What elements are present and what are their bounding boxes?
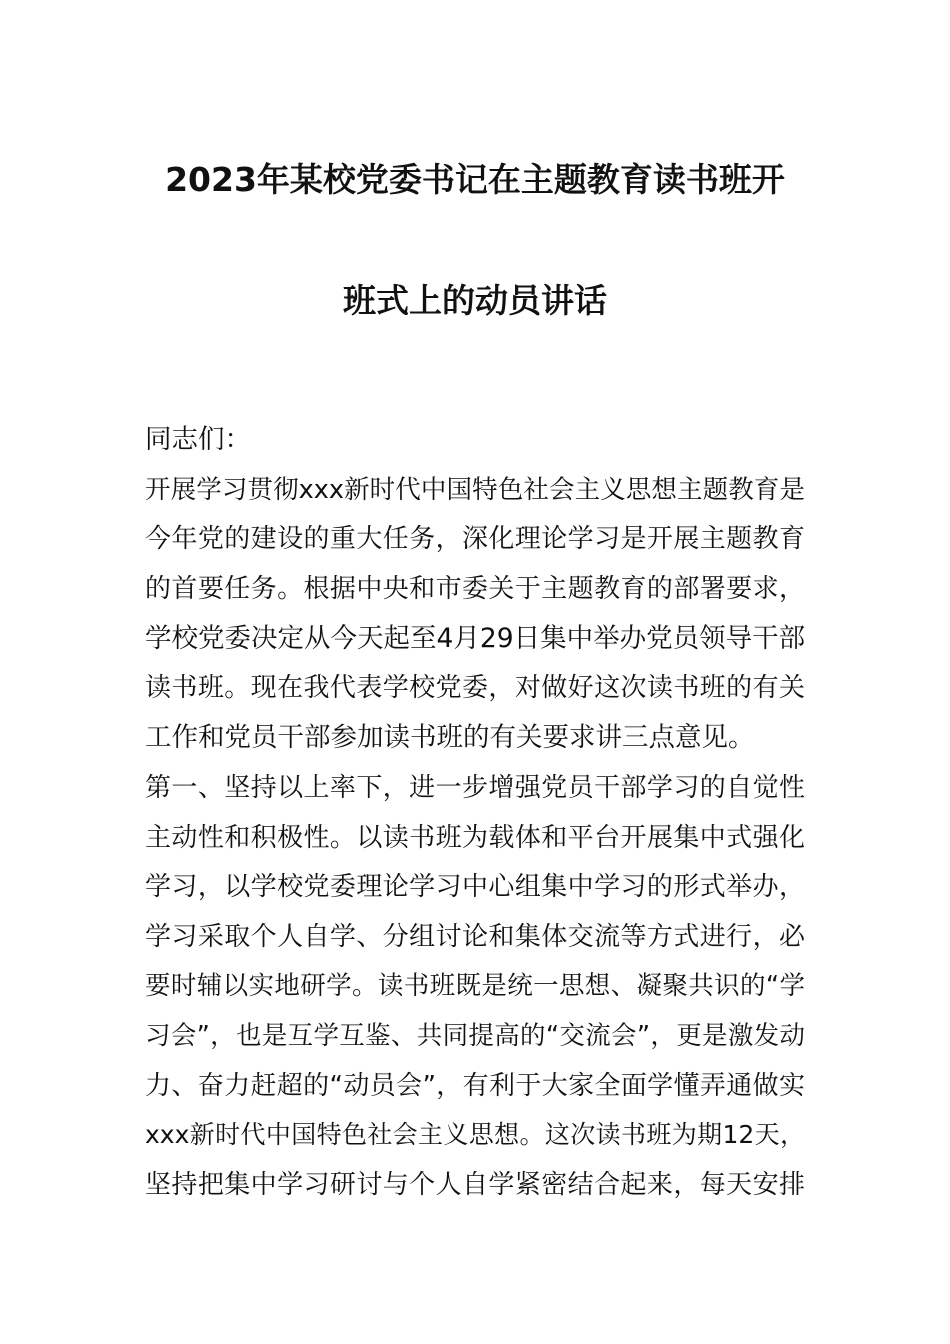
- body-line: 力、奋力赶超的“动员会”，有利于大家全面学懂弄通做实: [145, 1071, 805, 1101]
- body-line: 学习采取个人自学、分组讨论和集体交流等方式进行，必: [145, 922, 805, 952]
- body-line: 今年党的建设的重大任务，深化理论学习是开展主题教育: [145, 524, 805, 554]
- body-line: 坚持把集中学习研讨与个人自学紧密结合起来，每天安排: [145, 1170, 805, 1200]
- body-line: 的首要任务。根据中央和市委关于主题教育的部署要求，: [145, 574, 805, 604]
- body-line: xxx新时代中国特色社会主义思想。这次读书班为期12天，: [145, 1120, 805, 1149]
- body-line: 学校党委决定从今天起至4月29日集中举办党员领导干部: [145, 623, 806, 654]
- body-line: 习会”，也是互学互鉴、共同提高的“交流会”，更是激发动: [145, 1021, 805, 1051]
- body-line: 开展学习贯彻xxx新时代中国特色社会主义思想主题教育是: [145, 475, 805, 505]
- body-line: 学习，以学校党委理论学习中心组集中学习的形式举办，: [145, 872, 805, 902]
- body-line: 要时辅以实地研学。读书班既是统一思想、凝聚共识的“学: [145, 971, 805, 1001]
- body-line: 主动性和积极性。以读书班为载体和平台开展集中式强化: [145, 823, 805, 853]
- body-line: 第一、坚持以上率下，进一步增强党员干部学习的自觉性: [145, 773, 805, 803]
- document-title-line-2: 班式上的动员讲话: [343, 281, 607, 320]
- document-title-line-1: 2023年某校党委书记在主题教育读书班开: [165, 160, 785, 199]
- body-line: 读书班。现在我代表学校党委，对做好这次读书班的有关: [145, 673, 805, 703]
- salutation: 同志们：: [145, 424, 251, 455]
- body-line: 工作和党员干部参加读书班的有关要求讲三点意见。: [145, 722, 755, 753]
